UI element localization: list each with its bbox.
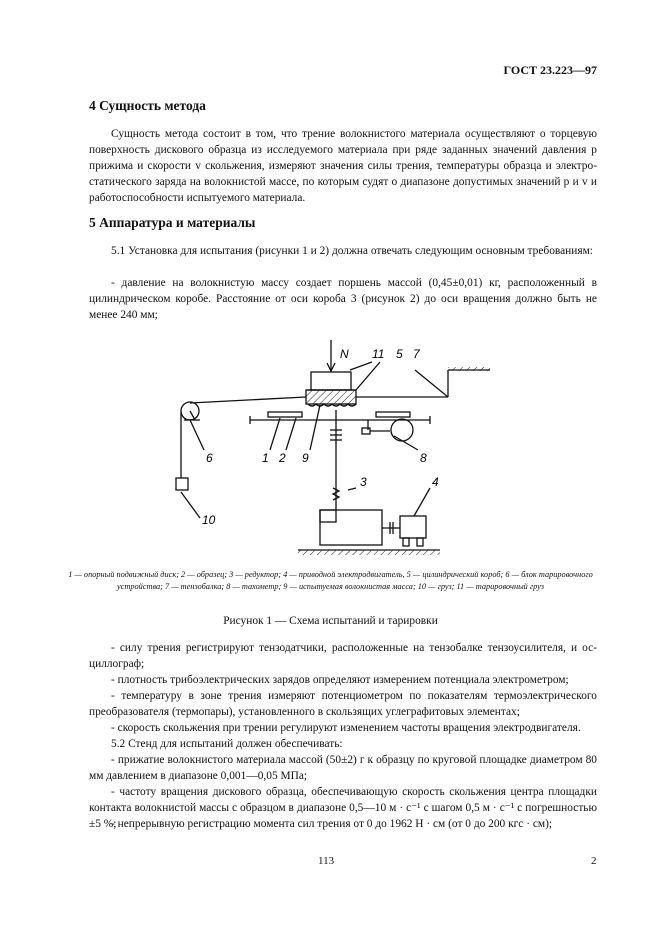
section-4-paragraph: Сущность метода состоит в том, что трение волокнистого материала осуществляют о торцевую поверхность дискового образца из исследуемого материала при ряде заданных значений давления p прижима и скорости v скольжения, измеряют значения силы трения, температуры образца и электростатического заряда на волокнистой массе, по которым судят о диапазоне допустимых значений p и v и работоспособности испытуемого материала. [89,128,597,204]
label-2: 2 [279,451,286,465]
paragraph-speed: - скорость скольжения при трении регулируют изменением частоты вращения электродвигателя. [111,722,581,734]
page-number: 113 [318,855,335,867]
page-index: 2 [591,855,597,867]
label-8: 8 [420,451,427,465]
label-10: 10 [202,513,216,527]
section-4-title: 4 Сущность метода [89,98,206,113]
cylindrical-box [306,390,356,404]
figure-legend: 1 — опорный подвижный диск; 2 — образец; 3 — редуктор; 4 — приводной электродвигатель, 5 — цилиндрический короб; 6 — блок тарировочного устройства; 7 — тензобалка; 8 — тахометр; 9 — испытуемая волокнистая масса; 10 — груз; 11 — тарировочный груз [68,570,593,591]
figure-title: Рисунок 1 — Схема испытаний и тарировки [223,615,438,627]
label-7: 7 [413,347,420,361]
tachometer-dial [391,419,413,441]
reducer-box [320,510,382,545]
specimen-disk [376,412,410,417]
document-header: ГОСТ 23.223—97 [503,63,597,77]
paragraph-rotation: - частоту вращения дискового образца, обеспечивающую скорость скольжения центра площадки контакта волокнистой массы с образцом в диапазоне 0,5—10 м · с⁻¹ с шагом 0,5 м · с⁻¹ с погрешностью ±5 %; [89,786,597,830]
paragraph-charge: - плотность трибоэлектрических зарядов определяют измерением потенциала электрометром; [111,674,569,686]
label-3: 3 [360,475,367,489]
label-1: 1 [262,451,269,465]
weight-10 [176,478,188,490]
label-5: 5 [396,347,403,361]
label-4: 4 [432,475,439,489]
paragraph-friction: - силу трения регистрируют тензодатчики, расположенные на тензобалке тензоусилителя, и осциллограф; [89,642,597,670]
paragraph-5-2: 5.2 Стенд для испытаний должен обеспечивать: [111,738,343,750]
label-6: 6 [206,451,213,465]
paragraph-temperature: - температуру в зоне трения измеряют потенциометром по показателям термоэлектрического преобразователя (термопары), установленного в скользящих углеграфитовых элементах; [89,690,597,718]
paragraph-moment: - непрерывную регистрацию момента сил трения от 0 до 1962 Н · см (от 0 до 200 кгс · см); [111,818,553,830]
section-5-title: 5 Аппаратура и материалы [89,215,256,230]
label-n: N [340,347,349,361]
support-disk [268,412,302,417]
figure-1-diagram [150,340,530,560]
paragraph-5-1: 5.1 Установка для испытания (рисунки 1 и 2) должна отвечать следующим основным требованиям: [111,245,593,257]
paragraph-pressing: - прижатие волокнистого материала массой (50±2) г к образцу по круговой площадке диаметром 80 мм давлением в диапазоне 0,001—0,05 МПа; [89,754,597,782]
paragraph-5-1-pressure: - давление на волокнистую массу создает поршень массой (0,45±0,01) кг, расположенный в цилиндрическом коробе. Расстояние от оси короба 3 (рисунок 2) до оси вращения должно быть не менее 240 мм; [89,277,597,321]
motor-box [400,516,426,538]
label-11: 11 [372,347,385,361]
label-9: 9 [302,451,309,465]
